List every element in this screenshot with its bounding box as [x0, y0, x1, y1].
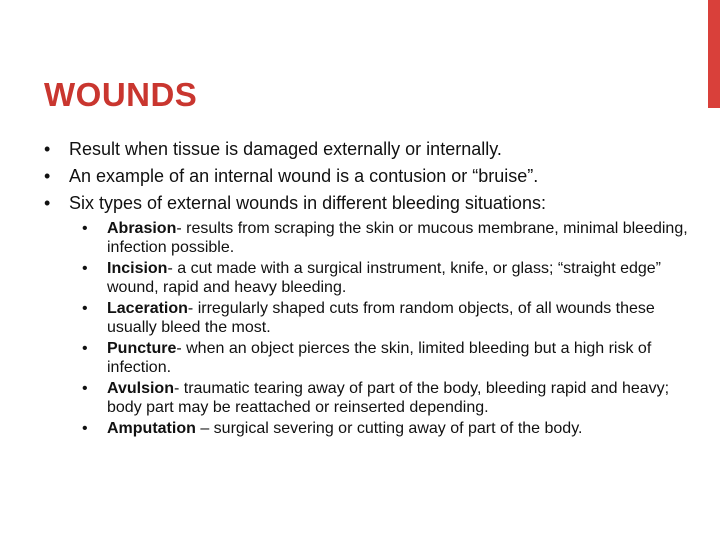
wound-type-amputation	[81, 420, 691, 439]
slide-title: WOUNDS	[44, 76, 198, 113]
wound-type-abrasion	[81, 220, 691, 257]
wound-term: Avulsion	[107, 380, 174, 397]
bullet-dot-icon: •	[82, 420, 88, 437]
accent-bar	[708, 0, 720, 108]
bullet-item	[44, 165, 684, 187]
wound-description: - traumatic tearing away of part of the body, bleeding rapid and heavy; body part may be reattached or reinserted depending.	[107, 380, 670, 416]
bullet-text: Six types of external wounds in different bleeding situations:	[69, 193, 546, 213]
bullet-list	[44, 138, 688, 444]
bullet-dot-icon: •	[44, 139, 51, 159]
wound-types-list	[81, 220, 691, 439]
wound-type-laceration	[81, 300, 691, 337]
wound-description: - when an object pierces the skin, limited bleeding but a high risk of infection.	[107, 340, 652, 376]
wound-term: Abrasion	[107, 220, 177, 237]
bullet-dot-icon: •	[44, 166, 51, 186]
wound-term: Laceration	[107, 300, 188, 317]
wound-type-avulsion	[81, 380, 691, 417]
bullet-text: An example of an internal wound is a contusion or “bruise”.	[69, 166, 539, 186]
wound-description: - a cut made with a surgical instrument, knife, or glass; “straight edge” wound, rapid and heavy bleeding.	[107, 260, 661, 296]
wound-term: Amputation	[107, 420, 196, 437]
bullet-dot-icon: •	[82, 260, 88, 277]
wound-description: - irregularly shaped cuts from random objects, of all wounds these usually bleed the most.	[107, 300, 655, 336]
wound-description: – surgical severing or cutting away of part of the body.	[195, 420, 583, 437]
bullet-item	[44, 138, 684, 160]
bullet-dot-icon: •	[82, 300, 88, 317]
wound-term: Incision	[107, 260, 168, 277]
bullet-dot-icon: •	[44, 193, 51, 213]
wound-type-incision	[81, 260, 691, 297]
wound-term: Puncture	[107, 340, 177, 357]
bullet-dot-icon: •	[82, 220, 88, 237]
bullet-item	[44, 192, 688, 439]
bullet-text: Result when tissue is damaged externally or internally.	[69, 139, 502, 159]
wound-description: - results from scraping the skin or mucous membrane, minimal bleeding, infection possible.	[107, 220, 688, 256]
bullet-dot-icon: •	[82, 340, 88, 357]
bullet-dot-icon: •	[82, 380, 88, 397]
wound-type-puncture	[81, 340, 691, 377]
